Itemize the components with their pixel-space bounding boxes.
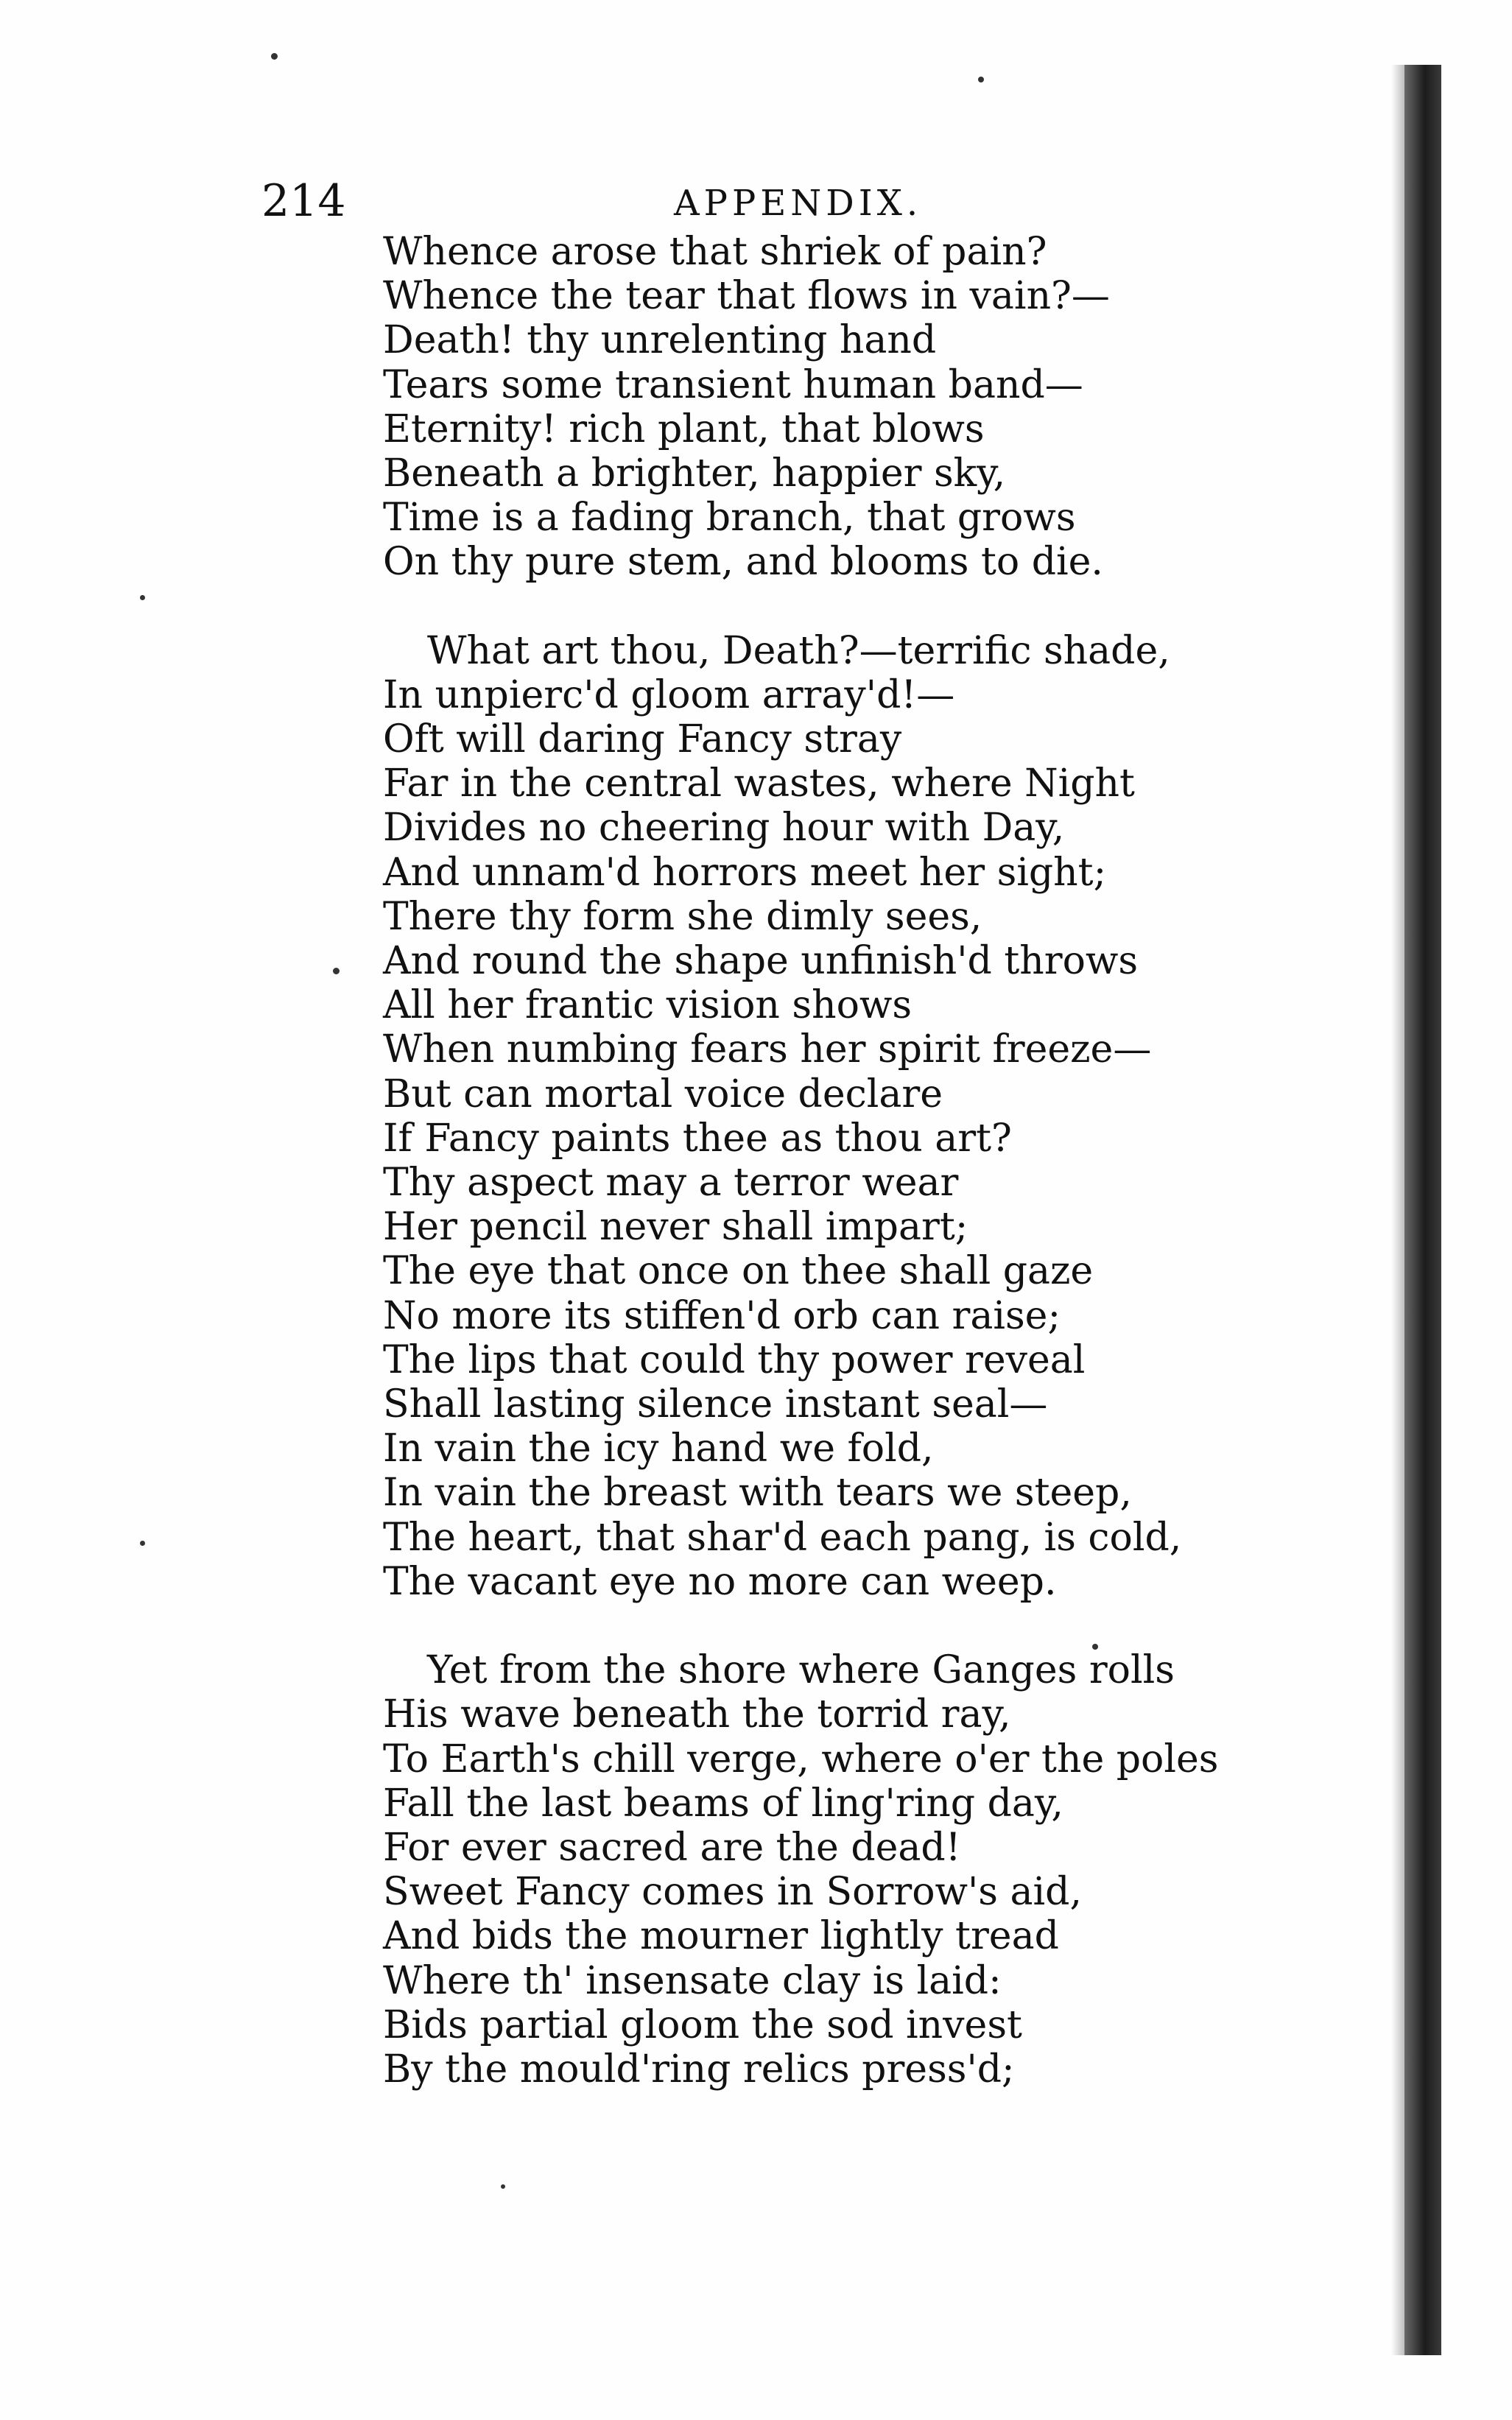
page-number: 214 (261, 175, 346, 227)
poem-line: Divides no cheering hour with Day, (383, 806, 1065, 851)
poem-line: The heart, that shar'd each pang, is cold, (383, 1515, 1182, 1560)
poem-line: In unpierc'd gloom array'd!— (383, 672, 955, 717)
poem-line: In vain the icy hand we fold, (383, 1427, 934, 1471)
poem (383, 230, 1399, 2092)
poem-line: Beneath a brighter, happier sky, (383, 451, 1006, 496)
poem-line: By the mould'ring relics press'd; (383, 2047, 1015, 2092)
stanza-2 (383, 629, 1399, 1604)
poem-line: And bids the mourner lightly tread (383, 1914, 1059, 1959)
poem-line: For ever sacred are the dead! (383, 1825, 961, 1870)
poem-line: Yet from the shore where Ganges rolls (427, 1648, 1175, 1693)
poem-line: But can mortal voice declare (383, 1072, 943, 1116)
poem-line: In vain the breast with tears we steep, (383, 1471, 1132, 1516)
ink-speck (501, 2184, 505, 2189)
poem-line: And unnam'd horrors meet her sight; (383, 850, 1107, 895)
poem-line: Time is a fading branch, that grows (383, 496, 1076, 541)
ink-speck (333, 968, 340, 974)
binding-gutter-shadow (1404, 65, 1441, 2355)
poem-line: Far in the central wastes, where Night (383, 761, 1135, 806)
poem-line: Tears some transient human band— (383, 362, 1083, 407)
poem-line: What art thou, Death?—terrific shade, (427, 628, 1170, 673)
poem-line: Death! thy unrelenting hand (383, 318, 937, 363)
poem-line: Bids partial gloom the sod invest (383, 2002, 1022, 2047)
poem-line: Whence the tear that flows in vain?— (383, 274, 1110, 319)
page-header (261, 175, 1145, 234)
poem-line: Thy aspect may a terror wear (383, 1161, 959, 1206)
running-head: APPENDIX. (674, 183, 923, 224)
poem-line: If Fancy paints thee as thou art? (383, 1116, 1012, 1161)
poem-line: Her pencil never shall impart; (383, 1205, 968, 1250)
poem-line: On thy pure stem, and blooms to die. (383, 540, 1103, 585)
poem-line: The vacant eye no more can weep. (383, 1559, 1057, 1604)
poem-line: There thy form she dimly sees, (383, 894, 982, 939)
ink-speck (978, 77, 984, 82)
ink-speck (140, 1541, 145, 1546)
poem-line: The eye that once on thee shall gaze (383, 1249, 1094, 1294)
poem-line: The lips that could thy power reveal (383, 1337, 1086, 1382)
poem-line: All her frantic vision shows (383, 983, 913, 1028)
poem-line: No more its stiffen'd orb can raise; (383, 1293, 1061, 1338)
poem-line: Oft will daring Fancy stray (383, 717, 902, 762)
ink-speck (271, 53, 278, 60)
poem-line: Sweet Fancy comes in Sorrow's aid, (383, 1870, 1082, 1915)
poem-line: Fall the last beams of ling'ring day, (383, 1781, 1063, 1826)
stanza-3 (383, 1648, 1399, 2092)
poem-line: And round the shape unfinish'd throws (383, 939, 1139, 984)
poem-line: Whence arose that shriek of pain? (383, 230, 1047, 274)
ink-speck (140, 595, 145, 600)
poem-line: Eternity! rich plant, that blows (383, 407, 985, 451)
poem-line: When numbing fears her spirit freeze— (383, 1027, 1152, 1072)
poem-line: To Earth's chill verge, where o'er the poles (383, 1737, 1219, 1781)
poem-line: Shall lasting silence instant seal— (383, 1382, 1048, 1427)
poem-line: Where th' insensate clay is laid: (383, 1958, 1002, 2003)
poem-line: His wave beneath the torrid ray, (383, 1692, 1011, 1737)
stanza-1 (383, 230, 1399, 585)
